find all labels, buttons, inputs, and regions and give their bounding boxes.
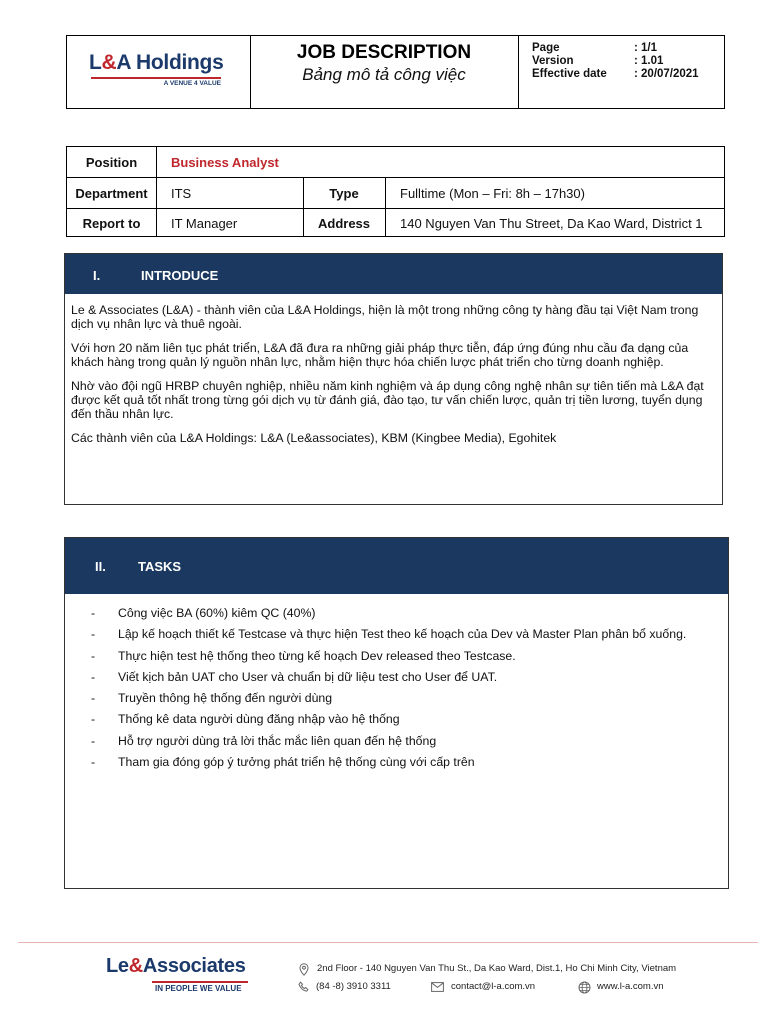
- section-number: II.: [95, 559, 106, 574]
- logo-underline: [91, 77, 221, 79]
- task-text: Thống kê data người dùng đăng nhập vào hệ thống: [118, 712, 400, 727]
- task-text: Lập kế hoạch thiết kế Testcase và thực hiện Test theo kế hoạch của Dev và Master Plan phân bổ xuống.: [118, 627, 687, 642]
- tasks-section: [64, 537, 729, 889]
- task-text: Thực hiện test hệ thống theo từng kế hoạch Dev released theo Testcase.: [118, 648, 516, 663]
- footer-logo-tagline: IN PEOPLE WE VALUE: [155, 984, 242, 993]
- meta-label-effective-date: Effective date: [532, 68, 607, 80]
- task-item: [91, 712, 731, 733]
- bullet-dash: -: [91, 755, 96, 770]
- task-item: [91, 649, 731, 670]
- bullet-dash: -: [91, 733, 96, 748]
- department-label: Department: [75, 185, 148, 201]
- location-pin-icon: [297, 962, 311, 976]
- meta-value-page: : 1/1: [634, 42, 658, 54]
- task-text: Công việc BA (60%) kiêm QC (40%): [118, 606, 316, 620]
- report-to-label: Report to: [82, 215, 141, 231]
- type-value: Fulltime (Mon – Fri: 8h – 17h30): [400, 185, 585, 201]
- footer-divider: [18, 942, 758, 943]
- meta-label-version: Version: [532, 55, 574, 67]
- task-text: Hỗ trợ người dùng trả lời thắc mắc liên quan đến hệ thống: [118, 733, 437, 748]
- globe-icon: [577, 980, 591, 994]
- bullet-dash: -: [91, 712, 96, 727]
- logo-tagline: A VENUE 4 VALUE: [163, 80, 221, 87]
- task-item: [91, 627, 731, 648]
- section-number: I.: [93, 268, 101, 283]
- task-text: Truyền thông hệ thống đến người dùng: [118, 691, 333, 706]
- task-item: [91, 734, 731, 755]
- footer-address: 2nd Floor - 140 Nguyen Van Thu St., Da Kao Ward, Dist.1, Ho Chi Minh City, Vietnam: [317, 963, 677, 974]
- meta-value-version: : 1.01: [634, 55, 664, 67]
- bullet-dash: -: [91, 627, 96, 642]
- department-value: ITS: [171, 185, 192, 201]
- le-associates-logo: Le&Associates: [106, 955, 246, 977]
- report-to-value: IT Manager: [171, 215, 238, 231]
- position-value: Business Analyst: [171, 154, 279, 170]
- phone-icon: [297, 980, 311, 994]
- position-label: Position: [85, 154, 138, 170]
- task-text: Viết kịch bản UAT cho User và chuẩn bị dữ liệu test cho User để UAT.: [118, 669, 498, 684]
- la-holdings-logo: L&A Holdings: [89, 51, 224, 74]
- footer-phone: (84 -8) 3910 3311: [316, 981, 391, 992]
- task-item: [91, 606, 731, 627]
- task-item: [91, 755, 731, 776]
- email-icon: [430, 980, 444, 994]
- task-text: Tham gia đóng góp ý tưởng phát triển hệ thống cùng với cấp trên: [118, 755, 475, 770]
- bullet-dash: -: [91, 691, 96, 706]
- intro-paragraph: Với hơn 20 năm liên tục phát triển, L&A đã đưa ra những giải pháp thực tiễn, đáp ứng đúng nhu cầu đa dạng của khách hàng trong quản lý nguồn nhân lực, nhằm hiện thực hóa chiến lược phát triển cho từng doanh nghiệp.: [71, 341, 689, 369]
- footer-logo-underline: [152, 981, 248, 983]
- intro-paragraph: Các thành viên của L&A Holdings: L&A (Le&associates), KBM (Kingbee Media), Egohitek: [71, 431, 557, 445]
- footer-email[interactable]: contact@l-a.com.vn: [451, 981, 536, 992]
- document-header: [66, 35, 725, 109]
- section-title: INTRODUCE: [141, 268, 219, 283]
- type-label: Type: [329, 185, 359, 201]
- introduce-section: [64, 253, 723, 505]
- footer-website[interactable]: www.l-a.com.vn: [597, 981, 664, 992]
- header-meta-cell: [518, 36, 726, 108]
- meta-label-page: Page: [532, 42, 560, 54]
- task-item: [91, 691, 731, 712]
- header-logo-cell: [67, 36, 251, 108]
- introduce-body: [71, 303, 711, 455]
- bullet-dash: -: [91, 648, 96, 663]
- tasks-list: [91, 606, 731, 776]
- section-title: TASKS: [138, 559, 182, 574]
- bullet-dash: -: [91, 669, 96, 684]
- document-title: JOB DESCRIPTION: [296, 42, 472, 63]
- intro-paragraph: Nhờ vào đội ngũ HRBP chuyên nghiệp, nhiều năm kinh nghiệm và áp dụng công nghệ nhân sự tiên tiến mà L&A đạt được kết quả tốt nhất trong từng gói dịch vụ từ đánh giá, đào tạo, tư vấn chiến lược, quản trị tiền lương, tuyển dụng đến thầu nhân lực.: [71, 379, 704, 421]
- meta-value-effective-date: : 20/07/2021: [634, 68, 699, 80]
- introduce-section-header: [65, 254, 722, 294]
- address-value: 140 Nguyen Van Thu Street, Da Kao Ward, District 1: [400, 215, 703, 231]
- intro-paragraph: Le & Associates (L&A) - thành viên của L&A Holdings, hiện là một trong những công ty hàng đầu tại Việt Nam trong dịch vụ nhân lực và thuê ngoài.: [71, 303, 699, 331]
- document-subtitle: Bảng mô tả công việc: [302, 65, 466, 84]
- tasks-section-header: [65, 538, 728, 594]
- task-item: [91, 670, 731, 691]
- job-info-table: [66, 146, 725, 237]
- header-title-cell: [250, 36, 519, 108]
- address-label: Address: [317, 215, 371, 231]
- bullet-dash: -: [91, 606, 96, 620]
